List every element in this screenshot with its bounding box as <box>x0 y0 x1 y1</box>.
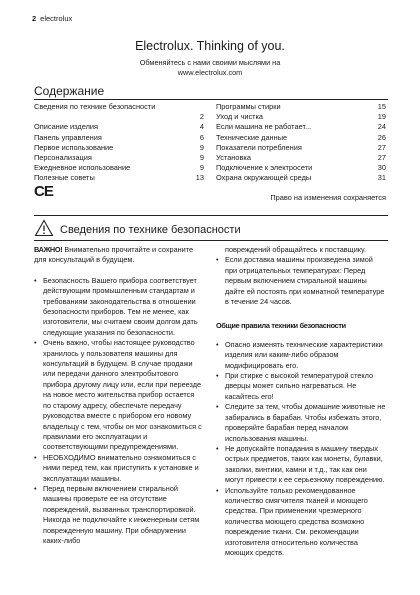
safety-bullet-item: • Перед первым включением стиральной машины проверьте ее на отсутствие повреждений, вызванных транспортировкой. Никогда не подключайте к инженерным сетям поврежденную машину. При обнаружении каких-либо <box>34 484 204 546</box>
safety-bullet-item: • Используйте только рекомендованное количество смягчителя тканей и моющего средства. При применении чрезмерного количества моющего средства возможно повреждение ткани. См. рекомендации изготовителя относительно количества моющих средств. <box>216 486 386 559</box>
toc-entry-page: 2 <box>199 112 204 122</box>
toc-entry[interactable] <box>216 102 386 112</box>
toc-entry-page: 9 <box>199 163 204 173</box>
rights-note: Право на изменения сохраняется <box>270 193 386 202</box>
toc-entry[interactable] <box>216 153 386 163</box>
brand-name: electrolux <box>40 14 73 23</box>
page-number: 2 <box>32 14 37 23</box>
toc-entry-label: Если машина не работает... <box>216 122 312 132</box>
toc-entry-label: Первое использование <box>34 142 114 152</box>
toc-entry-page: 13 <box>195 173 204 183</box>
safety-left-column <box>34 245 204 546</box>
toc-entry-page: 4 <box>199 122 204 132</box>
toc-entry-label: Персонализация <box>34 152 92 162</box>
toc-entry-label: Полезные советы <box>34 173 95 183</box>
toc-entry-label: Технические данные <box>216 132 288 142</box>
safety-bullet-item: • Опасно изменять технические характеристики изделия или каким-либо образом модифицировать его. <box>216 340 386 371</box>
toc-entry[interactable] <box>34 112 204 122</box>
toc-entry-page: 9 <box>199 142 204 152</box>
continued-text: повреждений обращайтесь к поставщику. <box>225 245 366 254</box>
share-line: Обменяйтесь с нами своими мыслями на <box>139 58 281 67</box>
section-divider-bottom <box>34 240 388 241</box>
toc-entry[interactable] <box>34 143 204 153</box>
toc-entry-label: Ежедневное использование <box>34 163 131 173</box>
safety-bullet-item: • НЕОБХОДИМО внимательно ознакомиться с ними перед тем, как приступить к установке и эксплуатации машины. <box>34 453 204 484</box>
toc-entry[interactable] <box>34 102 204 112</box>
toc-entry[interactable] <box>34 133 204 143</box>
toc-entry-page: 9 <box>199 152 204 162</box>
toc-entry-page: 27 <box>377 152 386 162</box>
toc-entry[interactable] <box>34 173 204 183</box>
toc-entry-page: 31 <box>377 173 386 183</box>
toc-entry[interactable] <box>216 122 386 132</box>
toc-entry-label: Показатели потребления <box>216 142 302 152</box>
safety-bullet-item: • Очень важно, чтобы настоящее руководство хранилось у пользователя машины для консультаций в будущем. В случае продажи или передачи данного электробытового прибора другому лицу или, если при переезде на новое место жительства прибор остается по старому адресу, обеспечьте передачу руководства вместе с прибором его новому владельцу с тем, чтобы он мог ознакомиться с правилами его эксплуатации и соответствующими предупреждениями. <box>34 338 204 452</box>
toc-entry-page: 19 <box>377 112 386 122</box>
toc-entry-label: Уход и чистка <box>216 112 264 122</box>
toc-entry-label: Сведения по технике безопасности <box>34 102 156 111</box>
toc-entry-page: 30 <box>377 163 386 173</box>
safety-bullet-item: • Безопасность Вашего прибора соответствует действующим промышленным стандартам и требованиям законодательства в отношении безопасности приборов. Тем не менее, как изготовители, мы считаем своим долгом дать следующие указания по безопасности. <box>34 276 204 338</box>
intro-text: Внимательно прочитайте и сохраните для консультаций в будущем. <box>34 245 194 265</box>
toc-entry-label: Подключение к электросети <box>216 163 313 173</box>
toc-entry-label: Программы стирки <box>216 102 281 111</box>
toc-entry-label: Описание изделия <box>34 122 99 132</box>
safety-bullet-item: • Если доставка машины произведена зимой при отрицательных температурах: Перед первым включением стиральной машины дайте ей постоять при комнатной температуре в течение 24 часов. <box>216 255 386 307</box>
toc-entry-label: Панель управления <box>34 132 102 142</box>
toc-entry[interactable] <box>216 163 386 173</box>
toc-divider <box>34 99 388 100</box>
safety-bullet-item: • Следите за тем, чтобы домашние животные не забирались в барабан. Чтобы избежать этого, проверяйте барабан перед началом использования машины. <box>216 402 386 444</box>
section-divider-top <box>34 215 388 216</box>
page-header <box>32 14 72 23</box>
general-safety-subheading: Общие правила техники безопасности <box>216 321 346 331</box>
toc-entry[interactable] <box>216 133 386 143</box>
safety-right-list-2 <box>216 340 386 559</box>
toc-entry-page: 26 <box>377 132 386 142</box>
safety-right-column <box>216 245 386 558</box>
warning-triangle-icon <box>34 219 54 237</box>
safety-left-list <box>34 276 204 547</box>
toc-entry[interactable] <box>216 143 386 153</box>
toc-left-column <box>34 102 204 184</box>
toc-title: Содержание <box>34 84 105 98</box>
safety-bullet-item: • При стирке с высокой температурой стекло дверцы может сильно нагреваться. Не касайтесь его! <box>216 371 386 402</box>
ce-mark: CE <box>34 183 53 200</box>
toc-entry[interactable] <box>34 122 204 132</box>
safety-right-list-1 <box>216 255 386 307</box>
important-label: ВАЖНО! <box>34 245 63 254</box>
toc-entry-page: 24 <box>377 122 386 132</box>
toc-entry-page: 27 <box>377 142 386 152</box>
toc-entry[interactable] <box>34 163 204 173</box>
toc-entry-page: 6 <box>199 132 204 142</box>
toc-entry[interactable] <box>216 173 386 183</box>
toc-right-column <box>216 102 386 184</box>
toc-entry-label: Охрана окружающей среды <box>216 173 312 183</box>
toc-entry[interactable] <box>216 112 386 122</box>
share-text <box>0 58 420 78</box>
safety-bullet-item: • Не допускайте попадания в машину твердых острых предметов, таких как монеты, булавки, заколки, винтики, камни и т.д., так как они могут привести к ее серьезному повреждению. <box>216 444 386 486</box>
safety-intro <box>34 245 204 266</box>
toc-entry-label: Установка <box>216 152 251 162</box>
toc-entry-page: 15 <box>377 102 386 111</box>
website-link[interactable]: www.electrolux.com <box>177 68 243 77</box>
toc-entry[interactable] <box>34 153 204 163</box>
slogan: Electrolux. Thinking of you. <box>135 39 285 53</box>
safety-title: Сведения по технике безопасности <box>60 224 241 236</box>
